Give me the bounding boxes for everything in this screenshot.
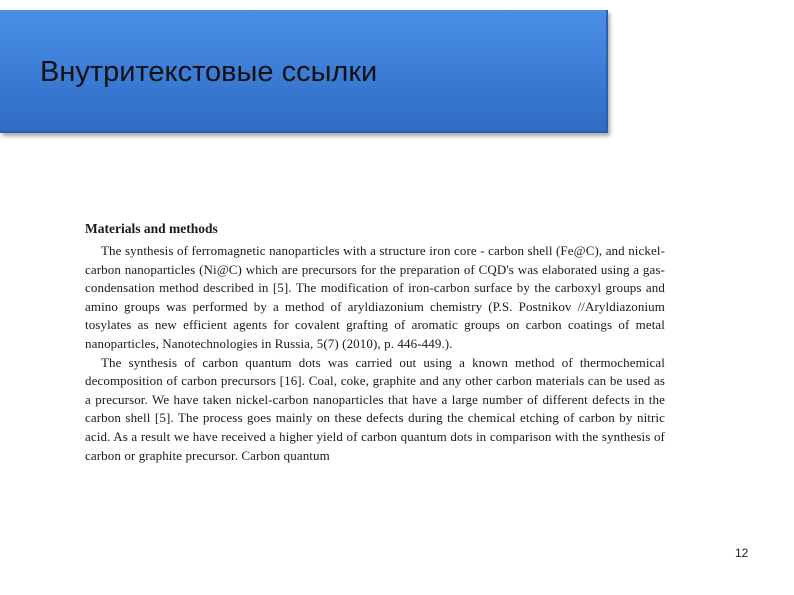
paper-excerpt-image	[85, 220, 665, 465]
paragraph-2: The synthesis of carbon quantum dots was carried out using a known method of thermochemical decomposition of carbon precursors [16]. Coal, coke, graphite and any other carbon materials can be used as a precursor. We have taken nickel-carbon nanoparticles that have a large number of different defects in the carbon shell [5]. The process goes mainly on these defects during the chemical etching of carbon by nitric acid. As a result we have received a higher yield of carbon quantum dots in comparison with the synthesis of carbon or graphite precursor. Carbon quantum	[85, 354, 665, 463]
page-number: 12	[735, 546, 749, 560]
slide-title: Внутритекстовые ссылки	[40, 56, 378, 88]
section-heading: Materials and methods	[85, 221, 218, 236]
paragraph-1: The synthesis of ferromagnetic nanoparticles with a structure iron core - carbon shell (Fe@C), and nickel-carbon nanoparticles (Ni@C) which are precursors for the preparation of CQD's was elaborated using a gas-condensation method described in [5]. The modification of iron-carbon surface by the carboxyl groups and amino groups was performed by a method of aryldiazonium chemistry (P.S. Postnikov //Aryldiazonium tosylates as new efficient agents for covalent grafting of aromatic groups on carbon coatings of metal nanoparticles, Nanotechnologies in Russia, 5(7) (2010), p. 446-449.).	[85, 243, 665, 351]
